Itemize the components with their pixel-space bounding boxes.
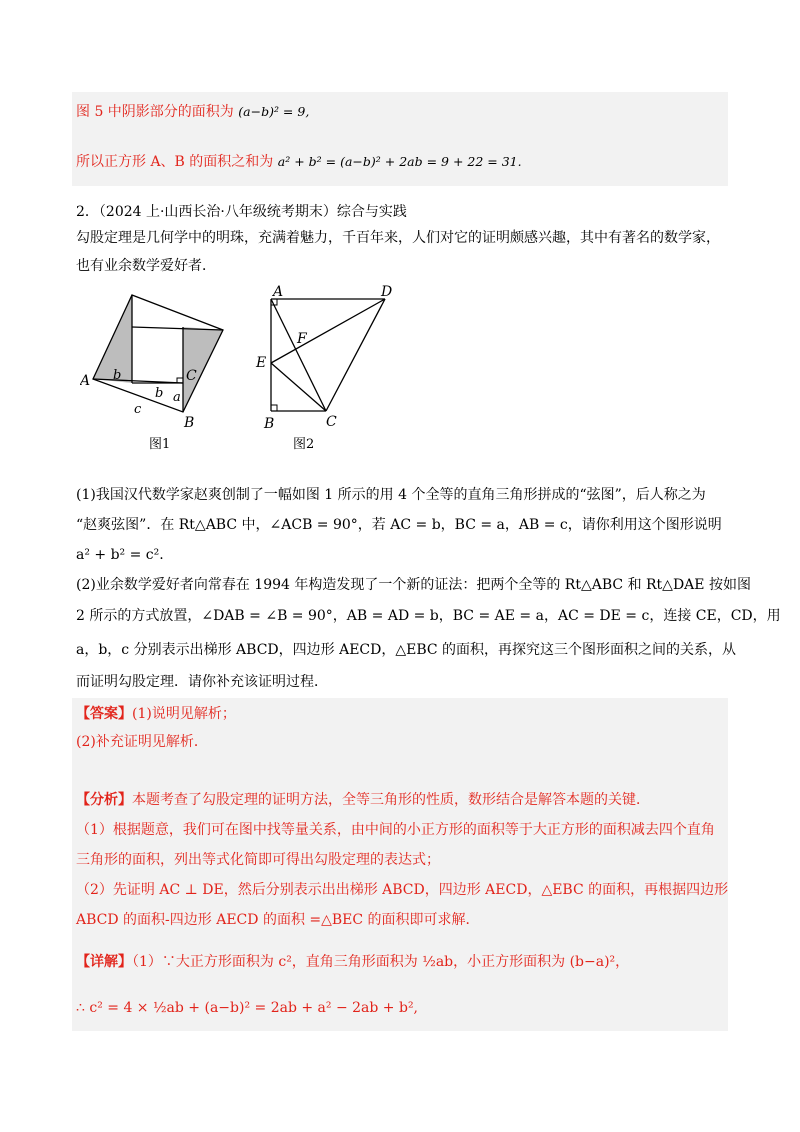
shaded-area-line bbox=[76, 102, 309, 122]
fig1-label-a: a bbox=[173, 390, 181, 405]
shaded-area-formula: (a−b)² = 9, bbox=[238, 104, 310, 119]
fig1-label-b-bottom: b bbox=[155, 386, 164, 401]
answer-line-1 bbox=[76, 704, 236, 724]
analysis-text-1: 本题考查了勾股定理的证明方法，全等三角形的性质，数形结合是解答本题的关键． bbox=[132, 792, 650, 808]
intro-line-1: 勾股定理是几何学中的明珠，充满着魅力，千百年来，人们对它的证明颇感兴趣，其中有著名的数学家， bbox=[76, 230, 720, 246]
detail-tag: 【详解】 bbox=[76, 954, 132, 970]
analysis-line-1 bbox=[76, 790, 650, 810]
fig2-caption: 图2 bbox=[293, 437, 315, 452]
fig2-label-C: C bbox=[326, 414, 337, 430]
fig2-segment-AC bbox=[271, 299, 326, 411]
part1-line-2: “赵爽弦图”．在 Rt△ABC 中，∠ACB = 90°，若 AC = b，BC = a，AB = c，请你利用这个图形说明 bbox=[76, 517, 722, 533]
figure-1-zhao-shuang-diagram bbox=[80, 285, 240, 460]
detail-text-1: （1）∵大正方形面积为 c²，直角三角形面积为 ½ab，小正方形面积为 (b−a)²， bbox=[132, 954, 630, 970]
fig2-right-angle-B bbox=[271, 405, 277, 411]
fig1-caption: 图1 bbox=[149, 437, 171, 452]
part1-line-1: (1)我国汉代数学家赵爽创制了一幅如图 1 所示的用 4 个全等的直角三角形拼成的“弦图”，后人称之为 bbox=[76, 487, 706, 503]
detail-line-2: ∴ c² = 4 × ½ab + (a−b)² = 2ab + a² − 2ab + b², bbox=[76, 1000, 419, 1016]
fig2-label-E: E bbox=[256, 355, 267, 371]
fig2-label-F: F bbox=[297, 331, 307, 347]
part2-line-4: 而证明勾股定理．请你补充该证明过程． bbox=[76, 674, 328, 690]
analysis-line-3: 三角形的面积，列出等式化简即可得出勾股定理的表达式； bbox=[76, 852, 440, 868]
fig2-label-D: D bbox=[381, 284, 393, 300]
fig1-label-b-left: b bbox=[113, 368, 122, 383]
question-header: 2．（2024 上·山西长治·八年级统考期末）综合与实践 bbox=[76, 204, 407, 220]
answer-tag: 【答案】 bbox=[76, 706, 132, 722]
sum-area-text: 所以正方形 A、B 的面积之和为 bbox=[76, 154, 274, 170]
figure-2-trapezoid-diagram bbox=[250, 282, 410, 460]
answer-line-2: (2)补充证明见解析． bbox=[76, 734, 208, 750]
part2-line-2: 2 所示的方式放置，∠DAB = ∠B = 90°，AB = AD = b，BC = AE = a，AC = DE = c，连接 CE，CD，用 bbox=[76, 608, 781, 624]
analysis-line-5: ABCD 的面积-四边形 AECD 的面积 =△BEC 的面积即可求解． bbox=[76, 912, 480, 928]
part2-line-3: a，b，c 分别表示出梯形 ABCD，四边形 AECD，△EBC 的面积，再探究这三个图形面积之间的关系，从 bbox=[76, 642, 737, 658]
shaded-area-text: 图 5 中阴影部分的面积为 bbox=[76, 104, 234, 120]
sum-area-formula: a² + b² = (a−b)² + 2ab = 9 + 22 = 31. bbox=[277, 154, 522, 169]
fig2-label-A: A bbox=[273, 284, 284, 300]
answer-text-1: (1)说明见解析； bbox=[132, 706, 236, 722]
fig1-label-A: A bbox=[80, 373, 91, 389]
fig2-label-B: B bbox=[264, 416, 275, 432]
sum-area-line bbox=[76, 152, 522, 172]
analysis-tag: 【分析】 bbox=[76, 792, 132, 808]
fig1-label-c: c bbox=[134, 402, 142, 417]
fig2-segment-EC bbox=[271, 363, 326, 411]
analysis-line-4: （2）先证明 AC ⊥ DE，然后分别表示出出梯形 ABCD，四边形 AECD，△EBC 的面积，再根据四边形 bbox=[76, 882, 729, 898]
detail-line-1 bbox=[76, 952, 629, 972]
part2-line-1: (2)业余数学爱好者向常春在 1994 年构造发现了一个新的证法：把两个全等的 Rt△ABC 和 Rt△DAE 按如图 bbox=[76, 577, 751, 593]
analysis-line-2: （1）根据题意，我们可在图中找等量关系，由中间的小正方形的面积等于大正方形的面积减去四个直角 bbox=[76, 822, 715, 838]
intro-line-2: 也有业余数学爱好者． bbox=[76, 258, 216, 274]
part1-line-3: a² + b² = c². bbox=[76, 547, 164, 563]
fig1-label-B: B bbox=[184, 415, 195, 431]
fig1-label-C: C bbox=[186, 368, 197, 384]
